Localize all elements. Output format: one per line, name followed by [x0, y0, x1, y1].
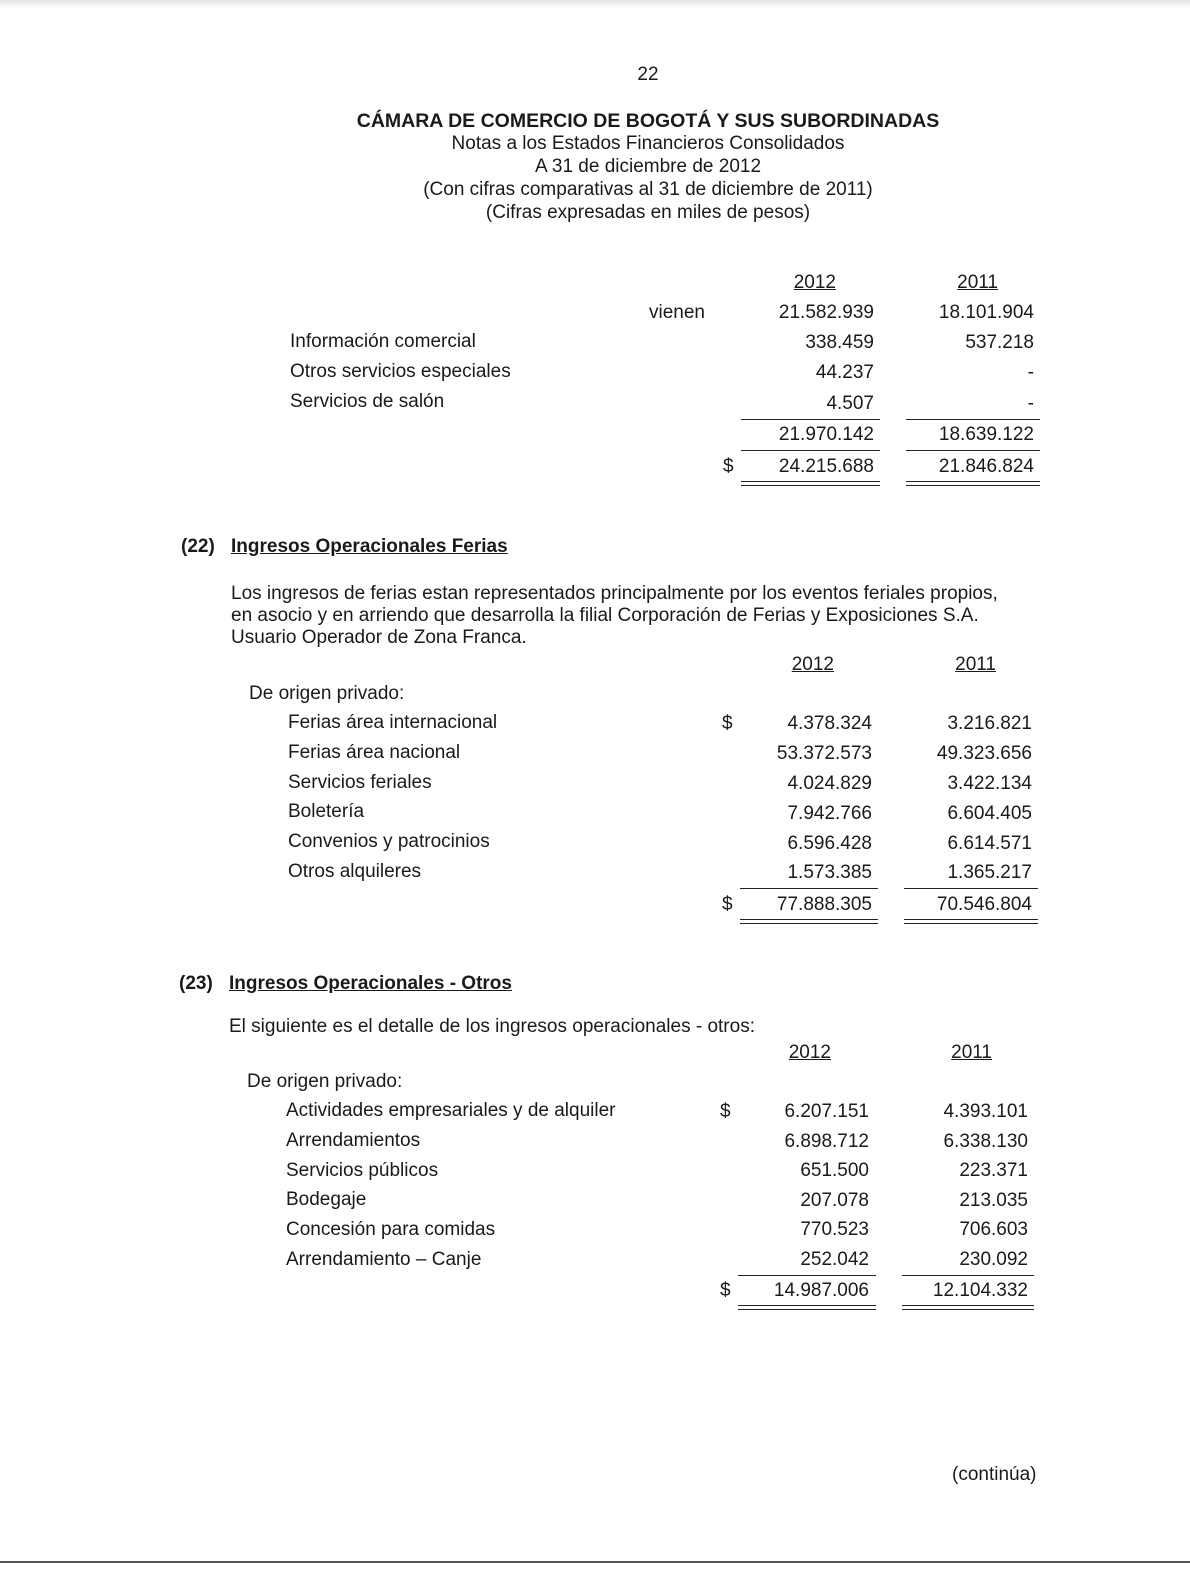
double-rule-2012	[741, 481, 880, 486]
header-subtitle-2: A 31 de diciembre de 2012	[534, 156, 762, 177]
col-header-2011: 2011	[951, 1042, 992, 1063]
row-label: Servicios feriales	[288, 772, 432, 793]
row-value-2011: 49.323.656	[936, 743, 1032, 764]
row-label: Servicios de salón	[290, 391, 445, 412]
row-label: Concesión para comidas	[286, 1219, 496, 1240]
paragraph-line: El siguiente es el detalle de los ingresos operacionales - otros:	[229, 1016, 755, 1037]
row-label: Convenios y patrocinios	[288, 831, 490, 852]
row-value-2011: 230.092	[959, 1249, 1028, 1270]
currency-symbol: $	[723, 456, 734, 477]
currency-symbol: $	[722, 713, 733, 734]
vienen-label: vienen	[649, 302, 705, 323]
section-title: Ingresos Operacionales - Otros	[229, 973, 512, 994]
double-rule-2012	[738, 1305, 876, 1310]
row-label: Arrendamiento – Canje	[286, 1249, 482, 1270]
continua-label: (continúa)	[952, 1464, 1037, 1485]
col-header-2012: 2012	[791, 654, 834, 675]
row-label: Otros servicios especiales	[290, 361, 511, 382]
row-value-2012: 338.459	[805, 332, 874, 353]
total-2012: 77.888.305	[776, 894, 872, 915]
subtotal-2012: 21.970.142	[778, 424, 874, 445]
row-value-2011: 213.035	[959, 1190, 1028, 1211]
double-rule-2012	[740, 919, 878, 924]
total-rule-2011	[906, 450, 1040, 451]
section-title: Ingresos Operacionales Ferias	[231, 536, 508, 557]
row-value-2012: 53.372.573	[776, 743, 872, 764]
double-rule-2011	[902, 1305, 1034, 1310]
row-value-2011: 537.218	[965, 332, 1034, 353]
total-rule-2012	[738, 1275, 876, 1276]
row-label: Actividades empresariales y de alquiler	[286, 1100, 616, 1121]
total-2011: 70.546.804	[936, 894, 1032, 915]
total-2012: 24.215.688	[778, 456, 874, 477]
paragraph-line: Usuario Operador de Zona Franca.	[231, 627, 527, 648]
row-label: Arrendamientos	[286, 1130, 421, 1151]
header-subtitle-1: Notas a los Estados Financieros Consolidados	[451, 133, 845, 154]
scan-bottom-edge	[0, 1561, 1190, 1563]
paragraph-line: en asocio y en arriendo que desarrolla la filial Corporación de Ferias y Exposiciones S.A.	[231, 605, 979, 626]
row-value-2012: 44.237	[815, 362, 874, 383]
row-value-2011: 3.422.134	[947, 773, 1032, 794]
row-value-2012: 7.942.766	[787, 803, 872, 824]
col-header-2011: 2011	[957, 272, 998, 293]
row-value-2011: 6.614.571	[947, 833, 1032, 854]
group-label: De origen privado:	[249, 683, 405, 704]
group-label: De origen privado:	[247, 1071, 403, 1092]
currency-symbol: $	[720, 1280, 731, 1301]
row-value-2011: 4.393.101	[943, 1101, 1028, 1122]
row-value-2011: 1.365.217	[947, 862, 1032, 883]
section-number: (23)	[179, 973, 213, 994]
row-value-2012: 4.507	[826, 393, 874, 414]
row-value-2012: 4.378.324	[787, 713, 872, 734]
page-number: 22	[637, 64, 659, 85]
currency-symbol: $	[720, 1101, 731, 1122]
subtotal-rule-2011	[906, 419, 1040, 420]
header-subtitle-3: (Con cifras comparativas al 31 de diciembre de 2011)	[423, 179, 873, 200]
total-rule-2012	[740, 888, 878, 889]
total-2012: 14.987.006	[773, 1280, 869, 1301]
total-2011: 21.846.824	[938, 456, 1034, 477]
total-rule-2012	[741, 450, 880, 451]
currency-symbol: $	[722, 894, 733, 915]
row-value-2012: 6.596.428	[787, 833, 872, 854]
row-label: Información comercial	[290, 331, 476, 352]
row-value-2011: 6.338.130	[943, 1131, 1028, 1152]
row-value-2012: 207.078	[800, 1190, 869, 1211]
row-value-2012: 6.207.151	[784, 1101, 869, 1122]
row-label: Bodegaje	[286, 1189, 367, 1210]
row-value-2011: 223.371	[959, 1160, 1028, 1181]
paragraph-line: Los ingresos de ferias estan representados principalmente por los eventos feriales propios,	[231, 583, 998, 604]
row-label: Ferias área nacional	[288, 742, 461, 763]
col-header-2012: 2012	[793, 272, 836, 293]
total-2011: 12.104.332	[932, 1280, 1028, 1301]
row-value-2011: 706.603	[959, 1219, 1028, 1240]
row-value-2011: -	[1027, 362, 1034, 383]
row-value-2011: -	[1027, 393, 1034, 414]
col-header-2012: 2012	[788, 1042, 831, 1063]
subtotal-2011: 18.639.122	[938, 424, 1034, 445]
row-value-2012: 1.573.385	[787, 862, 872, 883]
vienen-2012: 21.582.939	[778, 302, 874, 323]
total-rule-2011	[904, 888, 1038, 889]
row-label: Servicios públicos	[286, 1160, 439, 1181]
row-value-2011: 6.604.405	[947, 803, 1032, 824]
subtotal-rule-2012	[741, 419, 880, 420]
row-label: Boletería	[288, 801, 365, 822]
page-title: CÁMARA DE COMERCIO DE BOGOTÁ Y SUS SUBORDINADAS	[356, 110, 940, 132]
row-value-2012: 770.523	[800, 1219, 869, 1240]
row-value-2012: 6.898.712	[784, 1131, 869, 1152]
total-rule-2011	[902, 1275, 1034, 1276]
double-rule-2011	[906, 481, 1040, 486]
row-value-2012: 651.500	[800, 1160, 869, 1181]
double-rule-2011	[904, 919, 1038, 924]
row-value-2012: 4.024.829	[787, 773, 872, 794]
section-number: (22)	[181, 536, 215, 557]
vienen-2011: 18.101.904	[938, 302, 1034, 323]
header-subtitle-4: (Cifras expresadas en miles de pesos)	[485, 202, 811, 223]
row-label: Otros alquileres	[288, 861, 422, 882]
col-header-2011: 2011	[955, 654, 996, 675]
row-value-2012: 252.042	[800, 1249, 869, 1270]
row-value-2011: 3.216.821	[947, 713, 1032, 734]
row-label: Ferias área internacional	[288, 712, 498, 733]
scan-top-edge	[0, 0, 1190, 8]
